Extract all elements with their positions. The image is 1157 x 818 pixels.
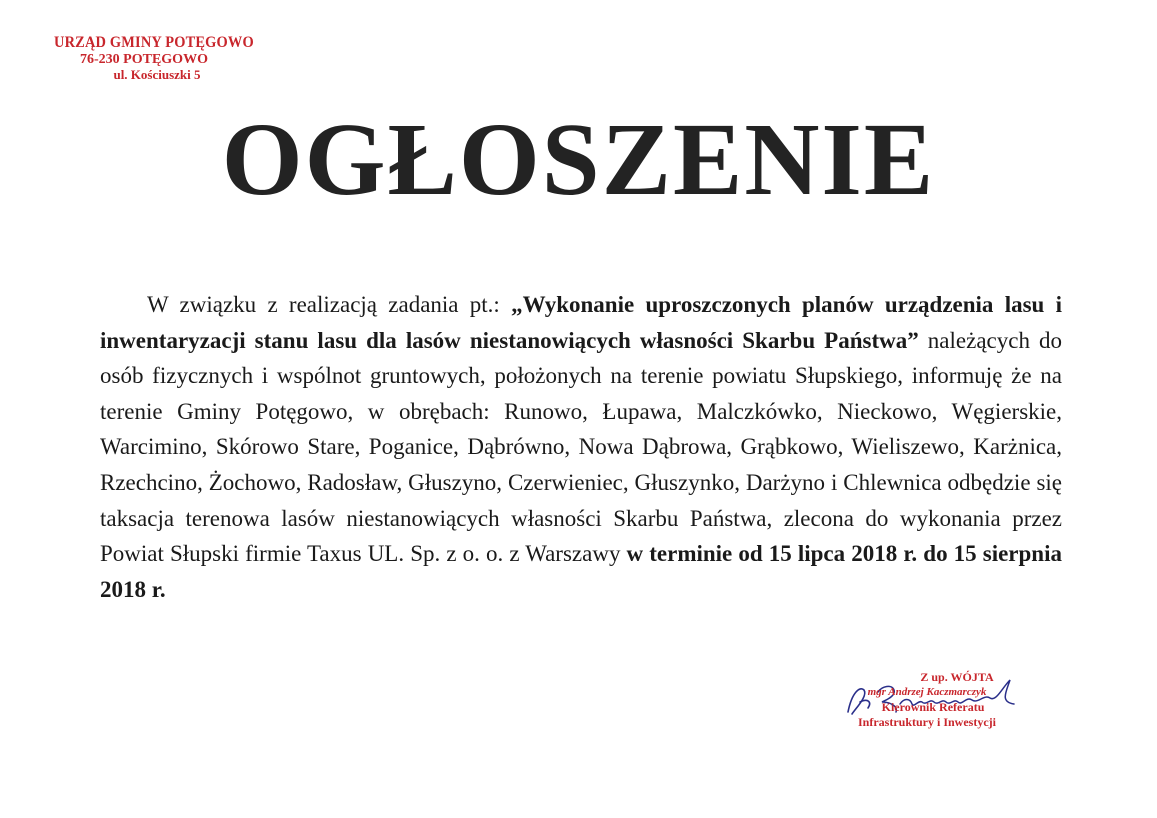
- stamp-postal-address: 76-230 POTĘGOWO: [80, 52, 208, 68]
- signature-position: Kierownik Referatu: [881, 700, 985, 714]
- announcement-details: należących do osób fizycznych i wspólnot gruntowych, położonych na terenie powiatu Słupskiego, informuję że na terenie Gminy Potęgowo, w obrębach: Runowo, Łupawa, Malczkówko, Nieckowo, Węgierskie, Warcimino, Skórowo Stare, Poganice, Dąbrówno, Nowa Dąbrowa, Grąbkowo, Wieliszewo, Karżnica, Rzechcino, Żochowo, Radosław, Głuszyno, Czerwieniec, Głuszynko, Darżyno i Chlewnica odbędzie się taksacja terenowa lasów niestanowiących własności Skarbu Państwa, zlecona do wykonania przez Powiat Słupski firmie Taxus UL. Sp. z o. o. z Warszawy: [100, 327, 1062, 567]
- signature-block: [812, 670, 1042, 730]
- office-stamp: [44, 34, 254, 83]
- signature-on-behalf: Z up. WÓJTA: [920, 670, 994, 684]
- signature-department: Infrastruktury i Inwestycji: [858, 715, 996, 729]
- announcement-term: w terminie od 15 lipca 2018 r. do 15 sierpnia 2018 r.: [100, 541, 1062, 602]
- document-title: OGŁOSZENIE: [221, 102, 936, 217]
- announcement-text: [100, 287, 1062, 607]
- task-name: „Wykonanie uproszczonych planów urządzenia lasu i inwentaryzacji stanu lasu dla lasów niestanowiących własności Skarbu Państwa”: [100, 292, 1062, 353]
- signature-name: mgr Andrzej Kaczmarczyk: [867, 686, 987, 698]
- stamp-office-name: URZĄD GMINY POTĘGOWO: [54, 34, 254, 51]
- stamp-street-address: ul. Kościuszki 5: [113, 67, 201, 83]
- announcement-intro: W związku z realizacją zadania pt.:: [147, 292, 512, 317]
